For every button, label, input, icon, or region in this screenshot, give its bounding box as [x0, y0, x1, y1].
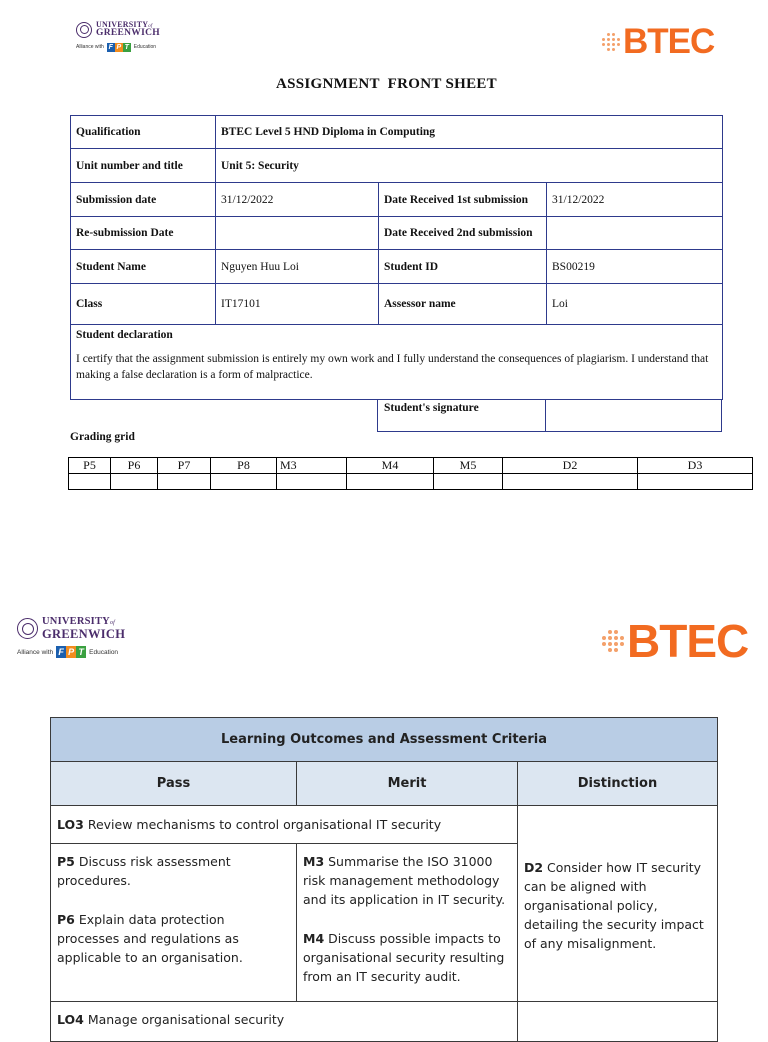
learning-outcomes-table — [50, 717, 718, 1042]
greenwich-text: GREENWICH — [42, 626, 126, 641]
greenwich-seal-icon — [76, 22, 92, 38]
grade-header: P8 — [211, 458, 277, 474]
btec-wordmark: BTEC — [623, 22, 715, 61]
d2-text: Consider how IT security can be aligned with organisational policy, detailing the security impact of any misalignment. — [524, 860, 704, 951]
grade-header: M5 — [434, 458, 503, 474]
grade-cell[interactable] — [503, 474, 638, 490]
m4-text: Discuss possible impacts to organisational security resulting from an IT security audit. — [303, 931, 505, 984]
grade-header: D3 — [638, 458, 753, 474]
qualification-value: BTEC Level 5 HND Diploma in Computing — [216, 116, 723, 149]
alliance-prefix: Alliance with — [17, 648, 54, 656]
declaration-label: Student declaration — [76, 329, 173, 341]
date-received-1-label: Date Received 1st submission — [379, 183, 547, 217]
university-text: UNIVERSITY — [42, 616, 110, 627]
merit-criteria-cell — [297, 844, 518, 1002]
m4-code: M4 — [303, 931, 325, 946]
grade-header: D2 — [503, 458, 638, 474]
university-text: UNIVERSITY — [96, 20, 149, 29]
greenwich-text: GREENWICH — [96, 28, 160, 38]
fpt-letter-t: T — [76, 646, 86, 658]
lo3-row — [51, 806, 718, 844]
btec-logo-2 — [602, 615, 748, 667]
grade-cell[interactable] — [277, 474, 347, 490]
student-name-value: Nguyen Huu Loi — [216, 250, 379, 284]
class-value: IT17101 — [216, 284, 379, 325]
unit-label: Unit number and title — [71, 149, 216, 183]
row-resubmission — [71, 217, 723, 250]
date-received-1-value: 31/12/2022 — [547, 183, 723, 217]
lo4-distinction-cell — [518, 1002, 718, 1042]
lo-table-title: Learning Outcomes and Assessment Criteria — [51, 718, 718, 762]
resubmission-label: Re-submission Date — [71, 217, 216, 250]
alliance-suffix: Education — [133, 44, 157, 50]
submission-date-label: Submission date — [71, 183, 216, 217]
distinction-column-header: Distinction — [518, 762, 718, 806]
date-received-2-label: Date Received 2nd submission — [379, 217, 547, 250]
declaration-cell — [71, 325, 723, 400]
university-of-greenwich-logo — [76, 21, 160, 52]
student-name-label: Student Name — [71, 250, 216, 284]
p5-code: P5 — [57, 854, 75, 869]
page-title: ASSIGNMENT FRONT SHEET — [276, 76, 497, 92]
of-text: of — [109, 620, 116, 626]
grade-cell[interactable] — [434, 474, 503, 490]
student-id-value: BS00219 — [547, 250, 723, 284]
alliance-suffix: Education — [89, 648, 119, 656]
lo-title-row — [51, 718, 718, 762]
row-unit — [71, 149, 723, 183]
grade-cell[interactable] — [211, 474, 277, 490]
row-submission — [71, 183, 723, 217]
fpt-logo — [107, 43, 131, 52]
row-declaration — [71, 325, 723, 400]
date-received-2-value — [547, 217, 723, 250]
fpt-letter-p: P — [116, 43, 122, 51]
alliance-line — [17, 646, 125, 658]
p5-text: Discuss risk assessment procedures. — [57, 854, 231, 888]
row-qualification — [71, 116, 723, 149]
university-of-greenwich-logo-2 — [17, 617, 125, 658]
lo4-row — [51, 1002, 718, 1042]
lo3-text: Review mechanisms to control organisational IT security — [83, 817, 442, 832]
grade-cell[interactable] — [638, 474, 753, 490]
class-label: Class — [71, 284, 216, 325]
grade-header: P6 — [111, 458, 158, 474]
grading-grid-label: Grading grid — [70, 431, 135, 443]
grade-header: P5 — [69, 458, 111, 474]
grade-cell[interactable] — [111, 474, 158, 490]
row-student — [71, 250, 723, 284]
grading-grid-value-row — [69, 474, 753, 490]
lo-column-header-row — [51, 762, 718, 806]
d2-cell — [518, 806, 718, 1002]
lo4-cell — [51, 1002, 518, 1042]
grade-header: M4 — [347, 458, 434, 474]
fpt-letter-p: P — [68, 647, 75, 657]
btec-dots-icon — [602, 630, 624, 652]
alliance-prefix: Alliance with — [76, 44, 104, 50]
btec-dots-icon — [602, 33, 620, 51]
signature-label: Student's signature — [377, 399, 546, 432]
alliance-line — [76, 43, 160, 52]
lo4-code: LO4 — [57, 1012, 84, 1027]
btec-wordmark: BTEC — [627, 615, 749, 667]
merit-column-header: Merit — [297, 762, 518, 806]
assessor-label: Assessor name — [379, 284, 547, 325]
grade-cell[interactable] — [347, 474, 434, 490]
m3-text: Summarise the ISO 31000 risk management methodology and its application in IT security. — [303, 854, 506, 907]
unit-value: Unit 5: Security — [216, 149, 723, 183]
grade-header: M3 — [277, 458, 347, 474]
assessor-value: Loi — [547, 284, 723, 325]
declaration-text: I certify that the assignment submission is entirely my own work and I fully understand the consequences of plagiarism. I understand that making a false declaration is a form of malpractice. — [76, 353, 709, 381]
resubmission-value — [216, 217, 379, 250]
m3-code: M3 — [303, 854, 325, 869]
grading-grid-table — [68, 457, 753, 490]
front-sheet-table — [70, 115, 723, 400]
d2-code: D2 — [524, 860, 544, 875]
fpt-letter-f: F — [108, 43, 113, 51]
lo4-text: Manage organisational security — [83, 1012, 285, 1027]
grade-cell[interactable] — [69, 474, 111, 490]
greenwich-seal-icon — [17, 618, 38, 639]
fpt-letter-t: T — [124, 43, 129, 51]
of-text: of — [148, 24, 153, 29]
qualification-label: Qualification — [71, 116, 216, 149]
fpt-logo — [56, 646, 86, 658]
row-class — [71, 284, 723, 325]
grading-grid-header-row — [69, 458, 753, 474]
p6-text: Explain data protection processes and regulations as applicable to an organisation. — [57, 912, 243, 965]
pass-criteria-cell — [51, 844, 297, 1002]
submission-date-value: 31/12/2022 — [216, 183, 379, 217]
grade-cell[interactable] — [158, 474, 211, 490]
fpt-letter-f: F — [56, 646, 66, 658]
grade-header: P7 — [158, 458, 211, 474]
lo3-code: LO3 — [57, 817, 84, 832]
pass-column-header: Pass — [51, 762, 297, 806]
student-id-label: Student ID — [379, 250, 547, 284]
signature-field[interactable] — [545, 399, 722, 432]
btec-logo — [602, 22, 714, 62]
lo3-cell — [51, 806, 518, 844]
p6-code: P6 — [57, 912, 75, 927]
